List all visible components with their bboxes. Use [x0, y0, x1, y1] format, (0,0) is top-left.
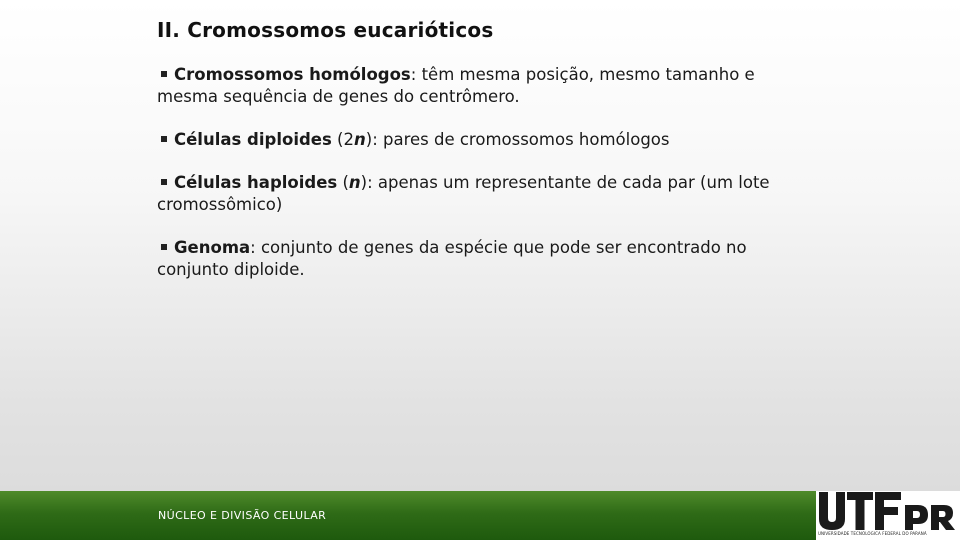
slide-title: II. Cromossomos eucarióticos	[157, 18, 494, 42]
footer-label: NÚCLEO E DIVISÃO CELULAR	[158, 509, 327, 522]
bullet-list	[157, 64, 797, 302]
square-bullet-icon	[161, 179, 167, 185]
bullet-term: Células diploides	[174, 130, 332, 149]
square-bullet-icon	[161, 136, 167, 142]
bullet-text: : conjunto de genes da espécie que pode ser encontrado no conjunto diploide.	[157, 238, 747, 279]
bullet-symbol: n	[348, 173, 361, 192]
bullet-text: : apenas um representante de cada par (um lote cromossômico)	[157, 173, 770, 214]
logo-caption: UNIVERSIDADE TECNOLÓGICA FEDERAL DO PARANÁ	[818, 531, 927, 536]
bullet-term: Genoma	[174, 238, 251, 257]
utfpr-logo	[816, 491, 960, 540]
bullet-symbol: n	[354, 130, 366, 149]
bullet-text: : têm mesma posição, mesmo tamanho e mesma sequência de genes do centrômero.	[157, 65, 755, 106]
bullet-item	[157, 64, 797, 108]
bullet-text: : pares de cromossomos homólogos	[372, 130, 670, 149]
bullet-paren-open: (	[337, 173, 349, 192]
footer-bar	[0, 491, 816, 540]
bullet-item	[157, 172, 797, 216]
bullet-item	[157, 129, 797, 151]
bullet-item	[157, 237, 797, 281]
square-bullet-icon	[161, 244, 167, 250]
utfpr-logo-mark	[816, 491, 960, 531]
bullet-term: Cromossomos homólogos	[174, 65, 411, 84]
bullet-paren-open: (2	[331, 130, 354, 149]
bullet-paren-close: )	[360, 173, 368, 192]
bullet-term: Células haploides	[174, 173, 338, 192]
square-bullet-icon	[161, 71, 167, 77]
bullet-paren-close: )	[365, 130, 373, 149]
